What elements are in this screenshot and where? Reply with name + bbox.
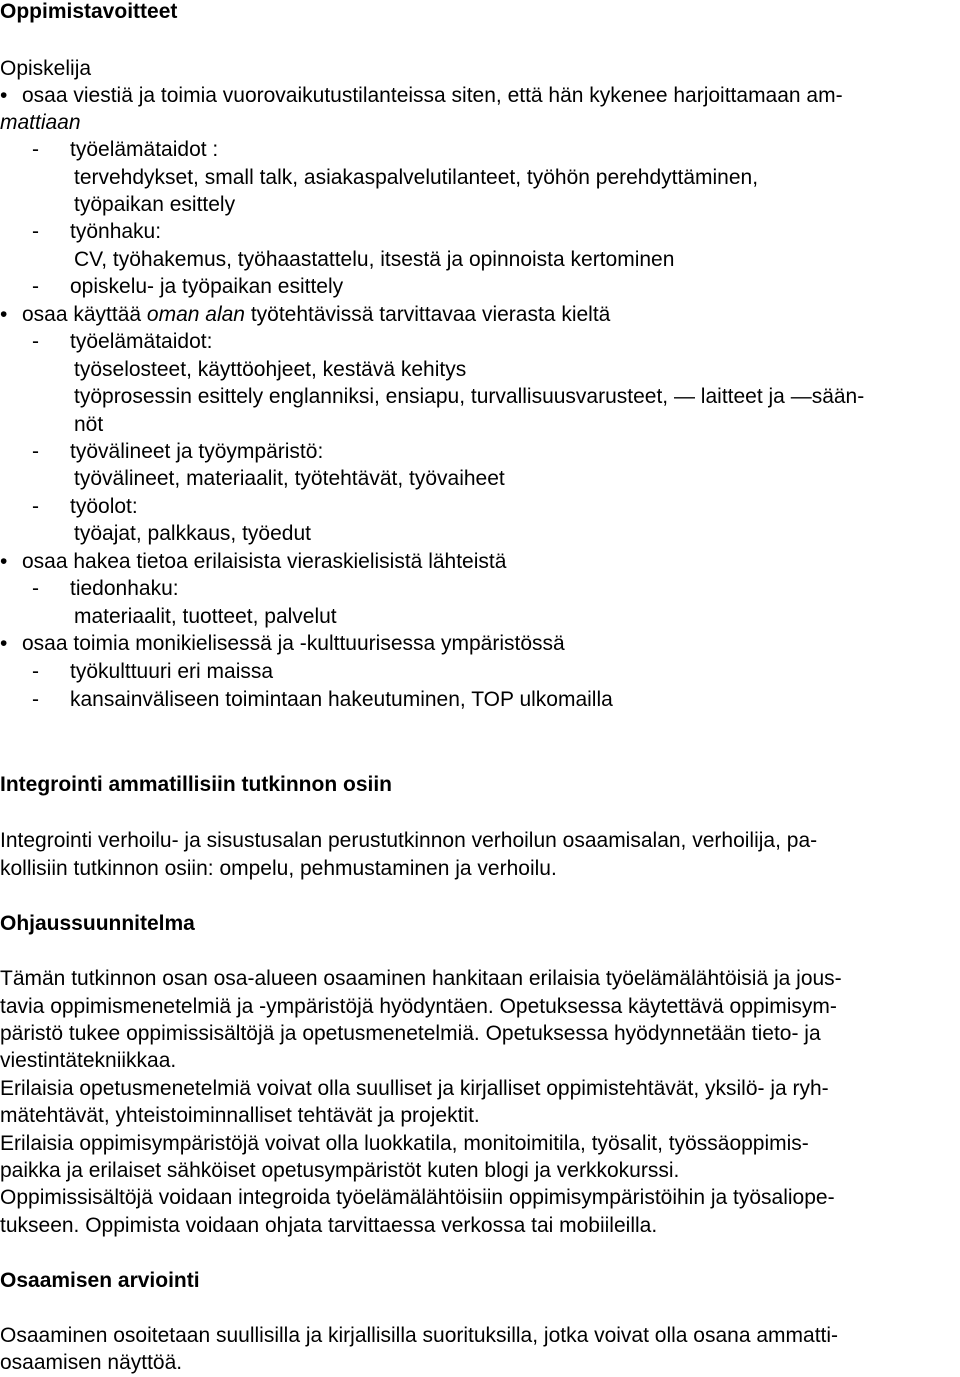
dash-detail: työvälineet, materiaalit, työtehtävät, työvaiheet bbox=[74, 467, 505, 490]
dash-detail: työselosteet, käyttöohjeet, kestävä kehitys bbox=[74, 358, 467, 381]
dash-item bbox=[32, 493, 138, 520]
paragraph-line: tavia oppimismenetelmiä ja -ympäristöjä hyödyntäen. Opetuksessa käytettävä oppimisym- bbox=[0, 995, 837, 1018]
dash-icon: - bbox=[32, 220, 39, 243]
dash-text: työvälineet ja työympäristö: bbox=[70, 440, 324, 463]
paragraph-line: Tämän tutkinnon osan osa-alueen osaaminen hankitaan erilaisia työelämälähtöisiä ja jous- bbox=[0, 967, 842, 990]
paragraph-line: tukseen. Oppimista voidaan ohjata tarvittaessa verkossa tai mobiileilla. bbox=[0, 1214, 658, 1237]
dash-icon: - bbox=[32, 440, 39, 463]
dash-icon: - bbox=[32, 138, 39, 161]
bullet-icon: • bbox=[0, 303, 8, 326]
section-heading-ohjaussuunnitelma: Ohjaussuunnitelma bbox=[0, 912, 195, 935]
dash-text: työkulttuuri eri maissa bbox=[70, 660, 274, 683]
bullet-item bbox=[0, 82, 843, 109]
dash-item bbox=[32, 218, 161, 245]
dash-detail: nöt bbox=[74, 413, 104, 436]
dash-item bbox=[32, 438, 323, 465]
paragraph-line: päristö tukee oppimissisältöjä ja opetusmenetelmiä. Opetuksessa hyödynnetään tieto- ja bbox=[0, 1022, 821, 1045]
dash-detail: materiaalit, tuotteet, palvelut bbox=[74, 605, 337, 628]
paragraph-line: Erilaisia oppimisympäristöjä voivat olla luokkatila, monitoimitila, työsalit, työssäoppimis- bbox=[0, 1132, 809, 1155]
dash-detail: työpaikan esittely bbox=[74, 193, 236, 216]
bullet-text: työtehtävissä tarvittavaa vierasta kieltä bbox=[245, 303, 611, 326]
dash-detail: työprosessin esittely englanniksi, ensiapu, turvallisuusvarusteet, — laitteet ja —sään- bbox=[74, 385, 865, 408]
intro-text: Opiskelija bbox=[0, 57, 92, 80]
bullet-item bbox=[0, 548, 506, 575]
dash-text: kansainväliseen toimintaan hakeutuminen, TOP ulkomailla bbox=[70, 688, 613, 711]
section-heading-oppimistavoitteet: Oppimistavoitteet bbox=[0, 0, 178, 23]
bullet-text-continued: mattiaan bbox=[0, 111, 81, 134]
dash-text: työnhaku: bbox=[70, 220, 162, 243]
dash-item bbox=[32, 686, 613, 713]
bullet-text: osaa hakea tietoa erilaisista vieraskielisistä lähteistä bbox=[22, 550, 507, 573]
bullet-text-emphasis: oman alan bbox=[146, 303, 245, 326]
bullet-text: osaa toimia monikielisessä ja -kulttuurisessa ympäristössä bbox=[22, 632, 565, 655]
dash-text: tiedonhaku: bbox=[70, 577, 179, 600]
dash-icon: - bbox=[32, 688, 39, 711]
dash-icon: - bbox=[32, 495, 39, 518]
paragraph-line: kollisiin tutkinnon osiin: ompelu, pehmustaminen ja verhoilu. bbox=[0, 857, 557, 880]
dash-detail: tervehdykset, small talk, asiakaspalvelutilanteet, työhön perehdyttäminen, bbox=[74, 166, 759, 189]
dash-detail: CV, työhakemus, työhaastattelu, itsestä ja opinnoista kertominen bbox=[74, 248, 675, 271]
bullet-item bbox=[0, 630, 565, 657]
dash-item bbox=[32, 136, 218, 163]
paragraph-line: viestintätekniikkaa. bbox=[0, 1049, 177, 1072]
paragraph-line: mätehtävät, yhteistoiminnalliset tehtävät ja projektit. bbox=[0, 1104, 480, 1127]
dash-item bbox=[32, 658, 273, 685]
paragraph-line: Osaaminen osoitetaan suullisilla ja kirjallisilla suorituksilla, jotka voivat olla osana ammatti- bbox=[0, 1324, 839, 1347]
paragraph-line: Integrointi verhoilu- ja sisustusalan perustutkinnon verhoilun osaamisalan, verhoilija, pa- bbox=[0, 829, 818, 852]
paragraph-line: paikka ja erilaiset sähköiset opetusympäristöt kuten blogi ja verkkokurssi. bbox=[0, 1159, 680, 1182]
dash-text: työelämätaidot : bbox=[70, 138, 219, 161]
dash-detail: työajat, palkkaus, työedut bbox=[74, 522, 311, 545]
bullet-text: osaa viestiä ja toimia vuorovaikutustilanteissa siten, että hän kykenee harjoittamaan am- bbox=[22, 84, 843, 107]
dash-item bbox=[32, 273, 343, 300]
bullet-icon: • bbox=[0, 550, 8, 573]
dash-text: opiskelu- ja työpaikan esittely bbox=[70, 275, 344, 298]
dash-text: työolot: bbox=[70, 495, 138, 518]
paragraph-line: Erilaisia opetusmenetelmiä voivat olla suulliset ja kirjalliset oppimistehtävät, yksilö- ja ryh- bbox=[0, 1077, 829, 1100]
dash-item bbox=[32, 328, 212, 355]
dash-icon: - bbox=[32, 660, 39, 683]
bullet-text: osaa käyttää bbox=[22, 303, 147, 326]
dash-text: työelämätaidot: bbox=[70, 330, 213, 353]
dash-icon: - bbox=[32, 577, 39, 600]
dash-icon: - bbox=[32, 330, 39, 353]
section-heading-integrointi: Integrointi ammatillisiin tutkinnon osiin bbox=[0, 773, 393, 796]
bullet-icon: • bbox=[0, 84, 8, 107]
bullet-item bbox=[0, 301, 610, 328]
paragraph-line: osaamisen näyttöä. bbox=[0, 1351, 183, 1374]
paragraph-line: Oppimissisältöjä voidaan integroida työelämälähtöisiin oppimisympäristöihin ja työsaliope- bbox=[0, 1186, 835, 1209]
section-heading-osaamisen-arviointi: Osaamisen arviointi bbox=[0, 1269, 200, 1292]
dash-icon: - bbox=[32, 275, 39, 298]
dash-item bbox=[32, 575, 179, 602]
bullet-icon: • bbox=[0, 632, 8, 655]
